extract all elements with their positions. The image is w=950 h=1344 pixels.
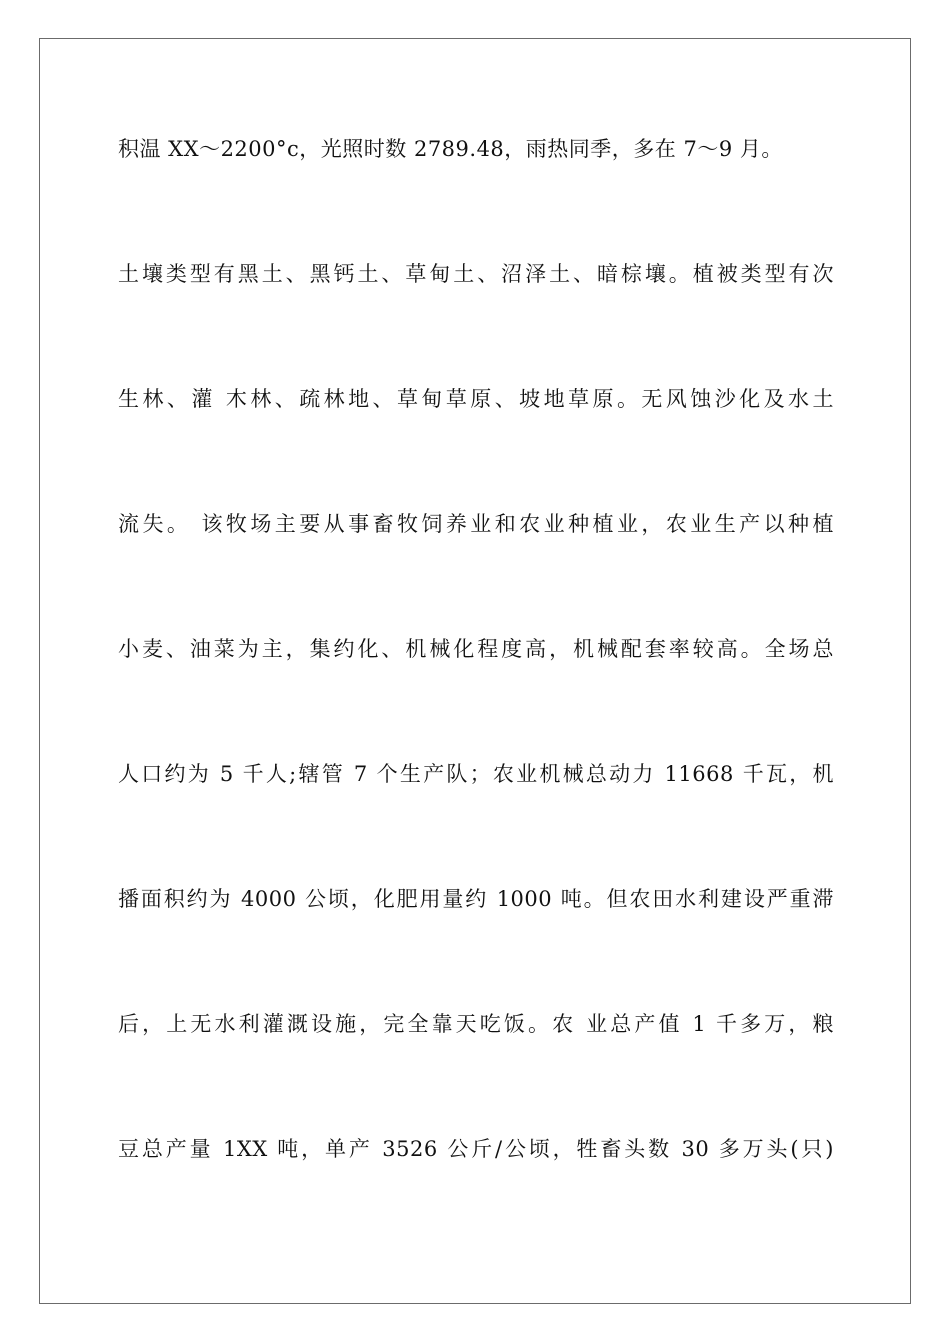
paragraph-line: 豆总产量 1XX 吨，单产 3526 公斤/公顷，牲畜头数 30 多万头(只) (118, 1137, 834, 1161)
paragraph-line: 后，上无水利灌溉设施，完全靠天吃饭。农 业总产值 1 千多万，粮 (118, 1012, 834, 1036)
page-border (39, 38, 911, 1304)
paragraph-line: 积温 XX～2200°c，光照时数 2789.48，雨热同季，多在 7～9 月。 (118, 137, 783, 161)
paragraph-line: 土壤类型有黑土、黑钙土、草甸土、沼泽土、暗棕壤。植被类型有次 (118, 262, 834, 286)
paragraph-line: 小麦、油菜为主，集约化、机械化程度高，机械配套率较高。全场总 (118, 637, 834, 661)
paragraph-line: 生林、灌 木林、疏林地、草甸草原、坡地草原。无风蚀沙化及水土 (118, 387, 834, 411)
paragraph-line: 播面积约为 4000 公顷，化肥用量约 1000 吨。但农田水利建设严重滞 (118, 887, 834, 911)
paragraph-line: 人口约为 5 千人;辖管 7 个生产队；农业机械总动力 11668 千瓦，机 (118, 762, 834, 786)
paragraph-line: 流失。 该牧场主要从事畜牧饲养业和农业种植业，农业生产以种植 (118, 512, 834, 536)
